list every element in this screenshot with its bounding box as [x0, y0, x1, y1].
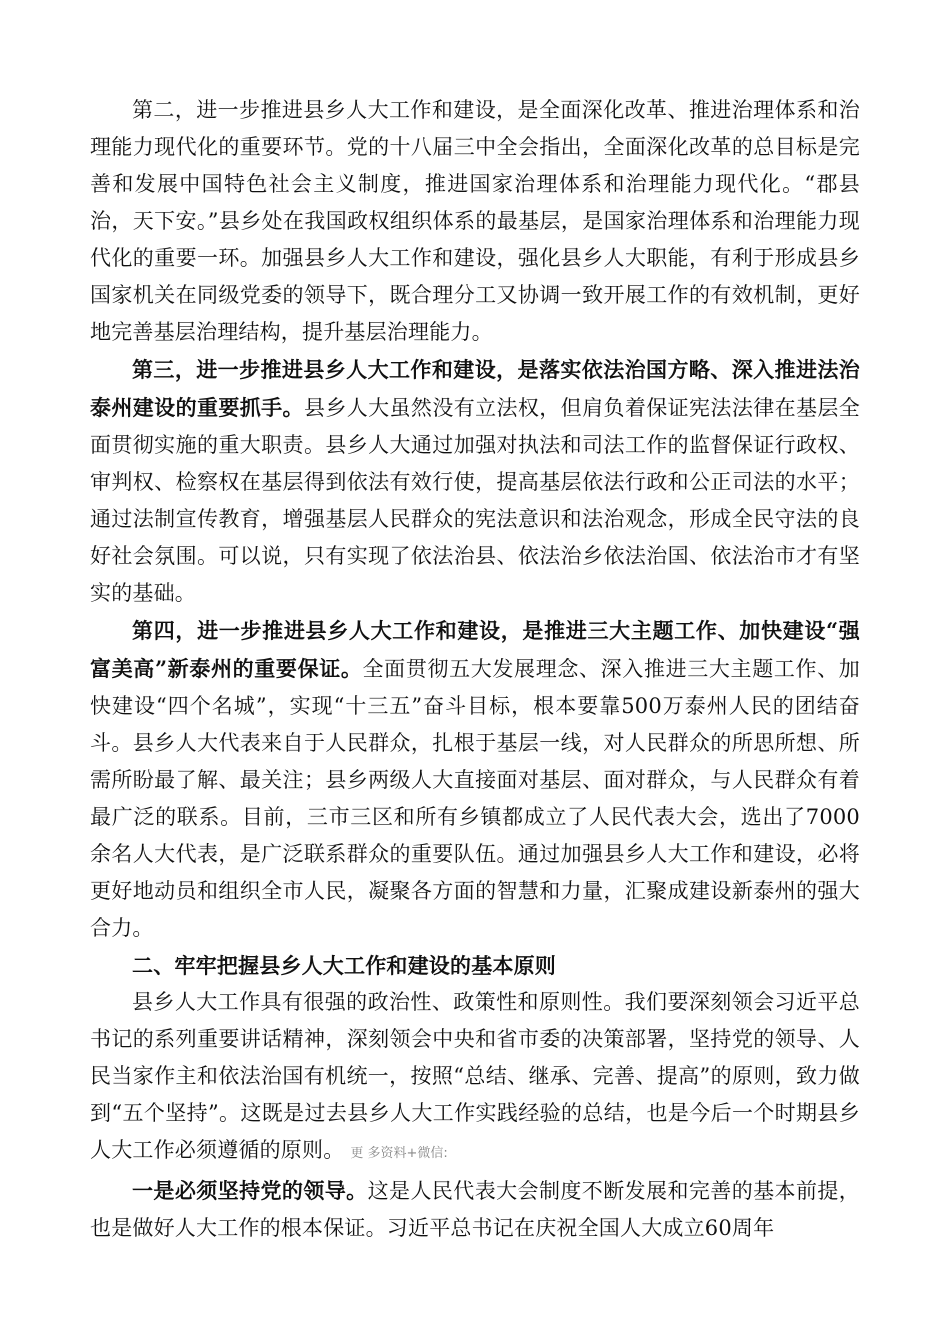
- paragraph-fourth-point: [90, 612, 860, 947]
- section-heading: 二、牢牢把握县乡人大工作和建设的基本原则: [132, 953, 556, 978]
- paragraph-text: 第二，进一步推进县乡人大工作和建设，是全面深化改革、推进治理体系和治理能力现代化的重要环节。党的十八届三中全会指出，全面深化改革的总目标是完善和发展中国特色社会主义制度，推进国家治理体系和治理能力现代化。“郡县治，天下安。”县乡处在我国政权组织体系的最基层，是国家治理体系和治理能力现代化的重要一环。加强县乡人大工作和建设，强化县乡人大职能，有利于形成县乡国家机关在同级党委的领导下，既合理分工又协调一致开展工作的有效机制，更好地完善基层治理结构，提升基层治理能力。: [90, 98, 860, 344]
- watermark-text: 更 多资料+微信:: [350, 1146, 448, 1161]
- paragraph-lead-bold: 一是必须坚持党的领导。: [132, 1178, 368, 1203]
- paragraph-party-leadership: [90, 1172, 860, 1247]
- paragraph-text: 县乡人大虽然没有立法权，但肩负着保证宪法法律在基层全面贯彻实施的重大职责。县乡人大通过加强对执法和司法工作的监督保证行政权、审判权、检察权在基层得到依法有效行使，提高基层依法行政和公正司法的水平；通过法制宣传教育，增强基层人民群众的宪法意识和法治观念，形成全民守法的良好社会氛围。可以说，只有实现了依法治县、依法治乡依法治国、依法治市才有坚实的基础。: [90, 396, 861, 605]
- paragraph-lead-bold: 第三，进一步推进县乡人大工作和建设，是落实依法治国方略、深入推进法治泰州建设的重要抓手。: [90, 357, 860, 420]
- paragraph-text: 这是人民代表大会制度不断发展和完善的基本前提，也是做好人大工作的根本保证。习近平总书记在庆祝全国人大成立60周年: [90, 1179, 860, 1240]
- paragraph-text: 全面贯彻五大发展理念、深入推进三大主题工作、加快建设“四个名城”，实现“十三五”奋斗目标，根本要靠500万泰州人民的团结奋斗。县乡人大代表来自于人民群众，扎根于基层一线，对人民群众的所思所想、所需所盼最了解、最关注；县乡两级人大直接面对基层、面对群众，与人民群众有着最广泛的联系。目前，三市三区和所有乡镇都成立了人民代表大会，选出了7000余名人大代表，是广泛联系群众的重要队伍。通过加强县乡人大工作和建设，必将更好地动员和组织全市人民，凝聚各方面的智慧和力量，汇聚成建设新泰州的强大合力。: [90, 657, 860, 940]
- paragraph-second-point: [90, 92, 860, 351]
- paragraph-text: 县乡人大工作具有很强的政治性、政策性和原则性。我们要深刻领会习近平总书记的系列重要讲话精神，深刻领会中央和省市委的决策部署，坚持党的领导、人民当家作主和依法治国有机统一，按照“总结、继承、完善、提高”的原则，致力做到“五个坚持”。这既是过去县乡人大工作实践经验的总结，也是今后一个时期县乡人大工作必须遵循的原则。: [90, 990, 860, 1162]
- paragraph-principles: [90, 984, 860, 1172]
- paragraph-third-point: [90, 351, 860, 612]
- document-page: [90, 92, 860, 1247]
- paragraph-lead-bold: 第四，进一步推进县乡人大工作和建设，是推进三大主题工作、加快建设“强富美高”新泰州的重要保证。: [90, 618, 860, 681]
